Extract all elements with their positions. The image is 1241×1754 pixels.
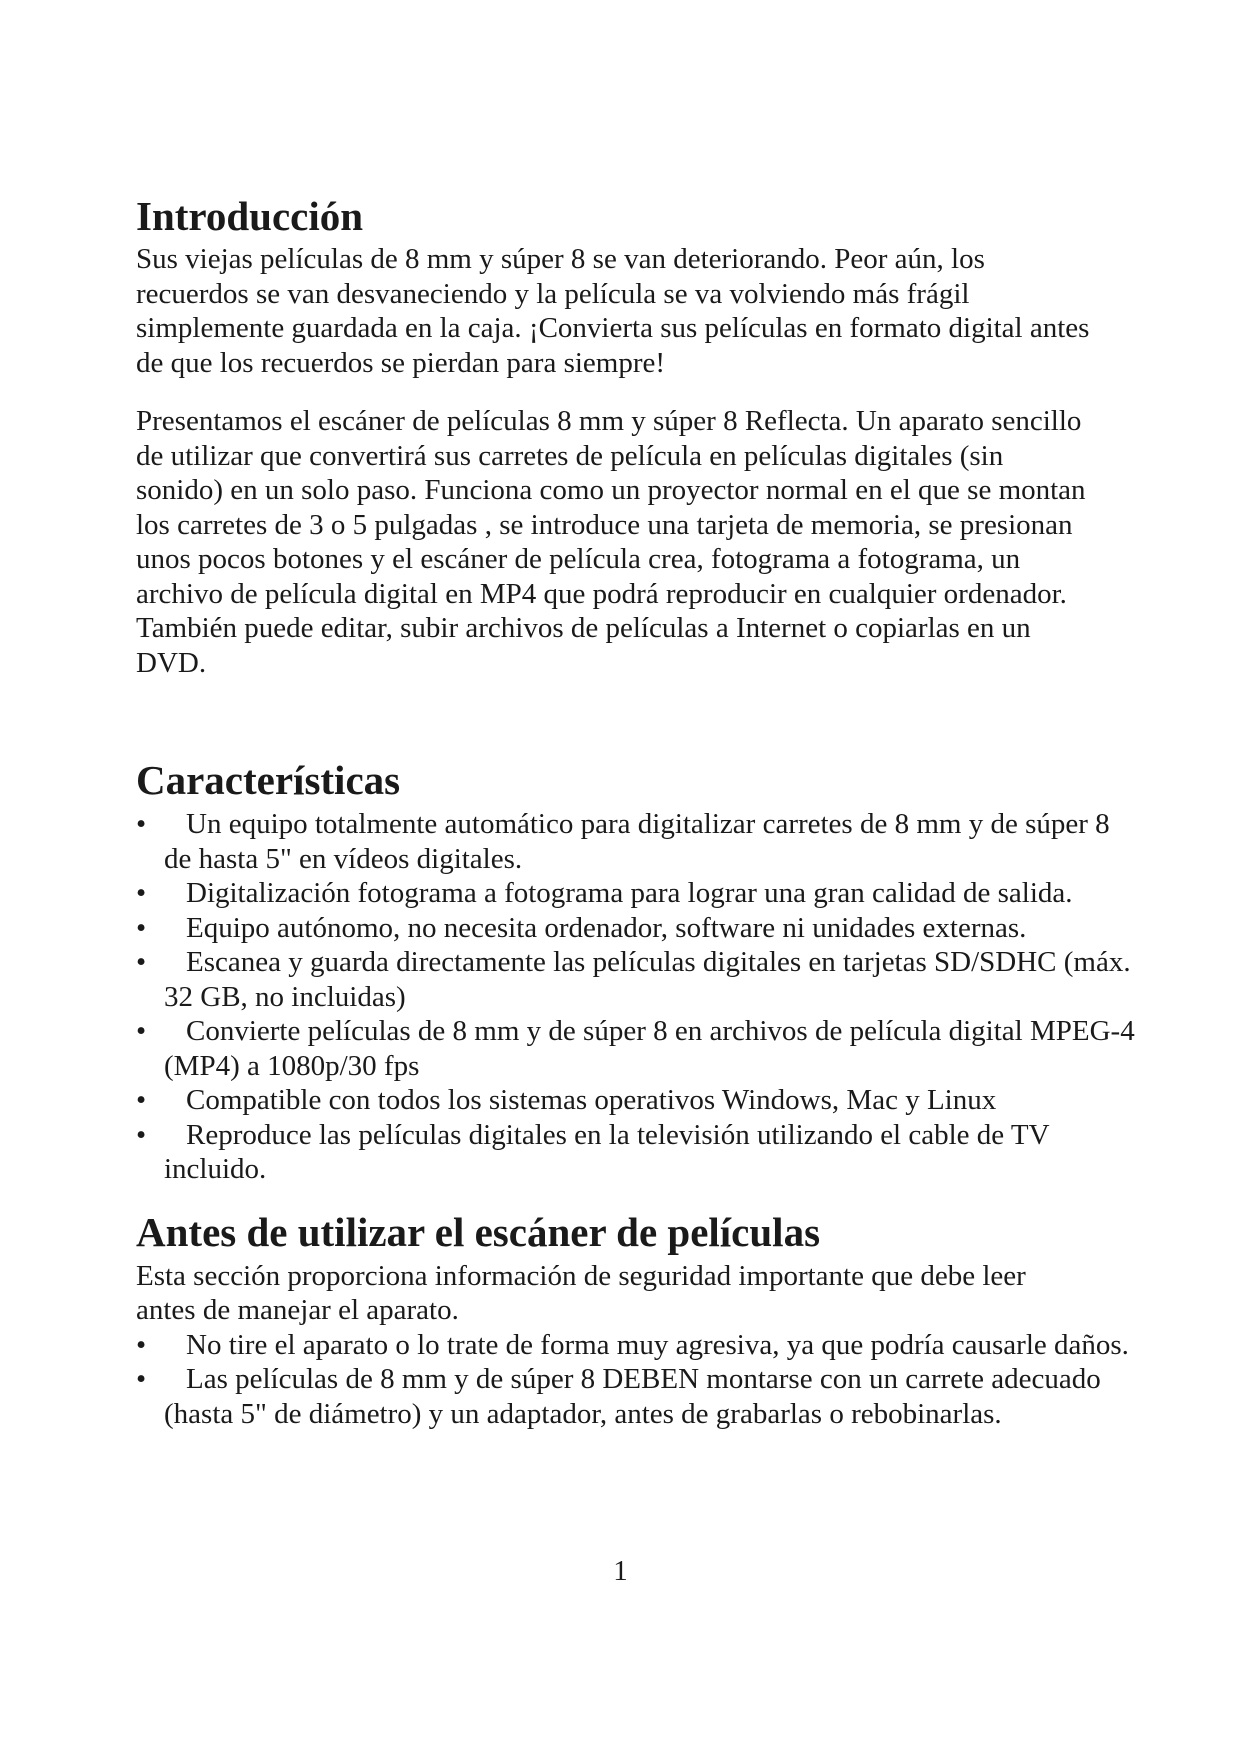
- intro-paragraph-1: Sus viejas películas de 8 mm y súper 8 se van deteriorando. Peor aún, los recuerdos se van desvaneciendo y la película se va volviendo más frágil simplemente guardada en la caja. ¡Convierta sus películas en formato digital antes de que los recuerdos se pierdan para siempre!: [136, 243, 1090, 379]
- bullet-icon: •: [136, 1015, 147, 1047]
- list-item: [136, 1118, 1124, 1187]
- list-item: [136, 1014, 1136, 1083]
- safety-text: No tire el aparato o lo trate de forma muy agresiva, ya que podría causarle daños.: [186, 1328, 1129, 1361]
- bullet-icon: •: [136, 946, 147, 978]
- feature-text: Reproduce las películas digitales en la televisión utilizando el cable de TV incluido.: [164, 1118, 1050, 1185]
- feature-text: Equipo autónomo, no necesita ordenador, software ni unidades externas.: [186, 911, 1027, 944]
- safety-text: Las películas de 8 mm y de súper 8 DEBEN montarse con un carrete adecuado (hasta 5" de diámetro) y un adaptador, antes de grabarlas o rebobinarlas.: [164, 1363, 1101, 1430]
- bullet-icon: •: [136, 1363, 147, 1395]
- bullet-icon: •: [136, 1084, 147, 1116]
- page-number: 1: [613, 1555, 628, 1587]
- list-item: [136, 807, 1136, 876]
- page-content: [136, 192, 1136, 1431]
- bullet-icon: •: [136, 808, 147, 840]
- feature-text: Digitalización fotograma a fotograma para lograr una gran calidad de salida.: [186, 877, 1073, 909]
- bullet-icon: •: [136, 1118, 147, 1151]
- bullet-icon: •: [136, 911, 147, 944]
- feature-text: Convierte películas de 8 mm y de súper 8 en archivos de película digital MPEG-4 (MP4) a 1080p/30 fps: [164, 1015, 1135, 1082]
- list-item: [136, 1328, 1136, 1363]
- list-item: [136, 911, 1136, 946]
- bullet-icon: •: [136, 1328, 147, 1361]
- feature-text: Un equipo totalmente automático para digitalizar carretes de 8 mm y de súper 8 de hasta 5" en vídeos digitales.: [164, 808, 1110, 875]
- feature-text: Compatible con todos los sistemas operativos Windows, Mac y Linux: [186, 1084, 997, 1116]
- heading-caracteristicas: Características: [136, 757, 401, 803]
- before-use-paragraph: Esta sección proporciona información de seguridad importante que debe leer antes de manejar el aparato.: [136, 1259, 1026, 1326]
- bullet-icon: •: [136, 877, 147, 909]
- heading-introduccion: Introducción: [136, 193, 364, 239]
- list-item: [136, 1083, 1136, 1118]
- list-item: [136, 876, 1136, 911]
- heading-antes-de-utilizar: Antes de utilizar el escáner de películas: [136, 1208, 821, 1255]
- list-item: [136, 945, 1136, 1014]
- intro-paragraph-2: Presentamos el escáner de películas 8 mm y súper 8 Reflecta. Un aparato sencillo de utilizar que convertirá sus carretes de película en películas digitales (sin sonido) en un solo paso. Funciona como un proyector normal en el que se montan los carretes de 3 o 5 pulgadas , se introduce una tarjeta de memoria, se presionan unos pocos botones y el escáner de película crea, fotograma a fotograma, un archivo de película digital en MP4 que podrá reproducir en cualquier ordenador. También puede editar, subir archivos de películas a Internet o copiarlas en un DVD.: [136, 405, 1086, 679]
- safety-list: [136, 1328, 1136, 1432]
- features-list: [136, 807, 1136, 1187]
- feature-text: Escanea y guarda directamente las películas digitales en tarjetas SD/SDHC (máx. 32 GB, no incluidas): [164, 946, 1131, 1013]
- list-item: [136, 1362, 1114, 1431]
